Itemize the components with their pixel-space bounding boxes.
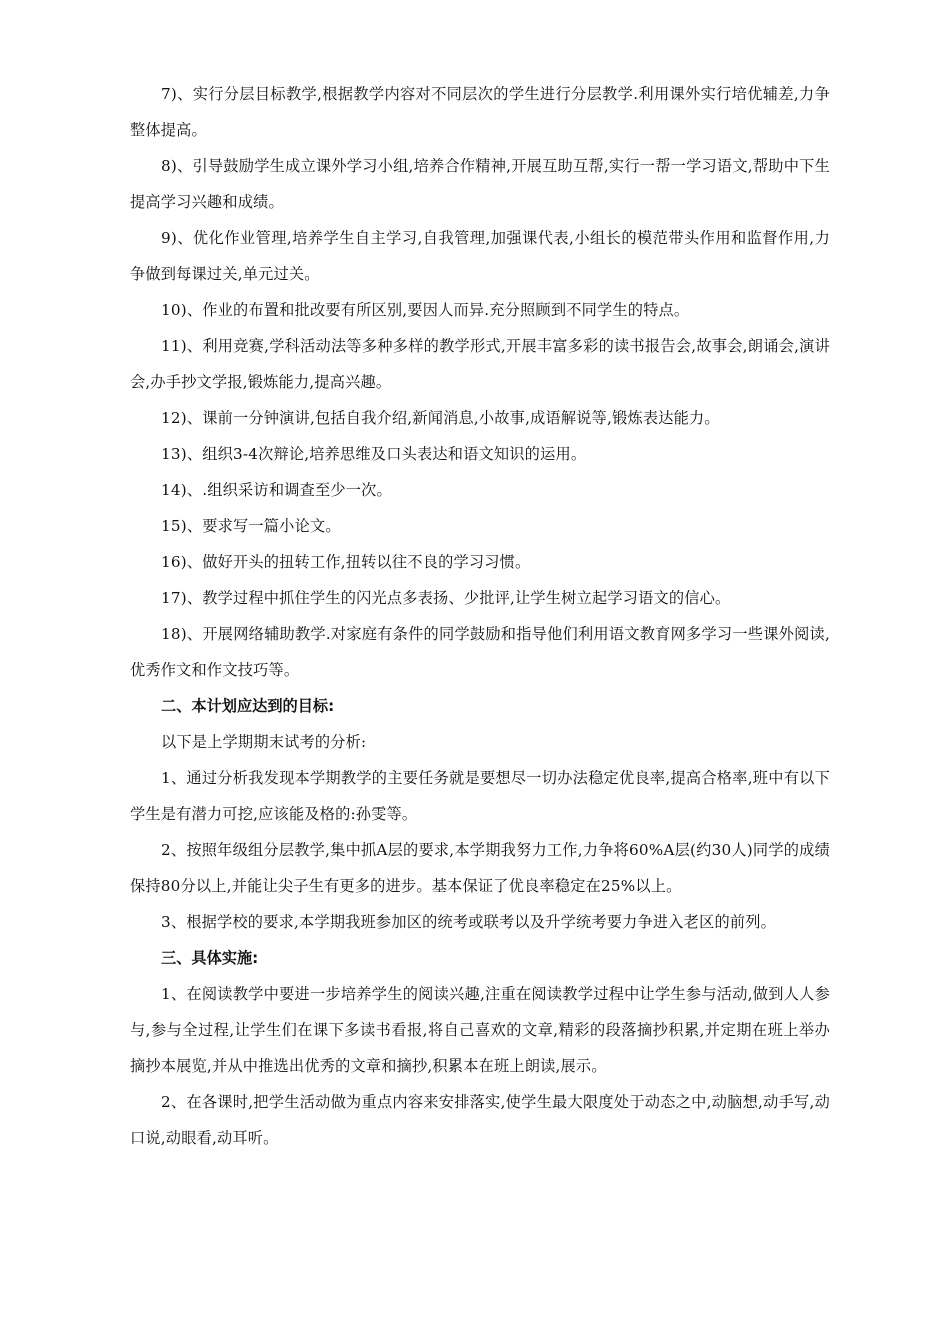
section-2-item-1: 1、通过分析我发现本学期教学的主要任务就是要想尽一切办法稳定优良率,提高合格率,班中有以下学生是有潜力可挖,应该能及格的:孙雯等。: [130, 769, 830, 823]
paragraph-item-18: 18)、开展网络辅助教学.对家庭有条件的同学鼓励和指导他们利用语文教育网多学习一些课外阅读,优秀作文和作文技巧等。: [130, 625, 830, 679]
paragraph-item-10: 10)、作业的布置和批改要有所区别,要因人而异.充分照顾到不同学生的特点。: [161, 301, 690, 319]
paragraph-item-15: 15)、要求写一篇小论文。: [161, 517, 341, 535]
paragraph-item-7: 7)、实行分层目标教学,根据教学内容对不同层次的学生进行分层教学.利用课外实行培优辅差,力争整体提高。: [130, 85, 830, 139]
paragraph-item-17: 17)、教学过程中抓住学生的闪光点多表扬、少批评,让学生树立起学习语文的信心。: [161, 589, 731, 607]
paragraph-item-8: 8)、引导鼓励学生成立课外学习小组,培养合作精神,开展互助互帮,实行一帮一学习语文,帮助中下生提高学习兴趣和成绩。: [130, 157, 830, 211]
section-2-heading: 二、本计划应达到的目标:: [161, 697, 335, 715]
section-2-item-3: 3、根据学校的要求,本学期我班参加区的统考或联考以及升学统考要力争进入老区的前列。: [161, 913, 777, 931]
section-3-heading: 三、具体实施:: [161, 949, 259, 967]
section-2-intro: 以下是上学期期末试考的分析:: [161, 733, 367, 751]
paragraph-item-14: 14)、.组织采访和调查至少一次。: [161, 481, 392, 499]
section-3-item-2: 2、在各课时,把学生活动做为重点内容来安排落实,使学生最大限度处于动态之中,动脑想,动手写,动口说,动眼看,动耳听。: [130, 1093, 830, 1147]
document-body: [130, 76, 830, 1156]
section-2-item-2: 2、按照年级组分层教学,集中抓A层的要求,本学期我努力工作,力争将60%A层(约30人)同学的成绩保持80分以上,并能让尖子生有更多的进步。基本保证了优良率稳定在25%以上。: [130, 841, 830, 895]
paragraph-item-11: 11)、利用竞赛,学科活动法等多种多样的教学形式,开展丰富多彩的读书报告会,故事会,朗诵会,演讲会,办手抄文学报,锻炼能力,提高兴趣。: [130, 337, 830, 391]
paragraph-item-16: 16)、做好开头的扭转工作,扭转以往不良的学习习惯。: [161, 553, 531, 571]
section-3-item-1: 1、在阅读教学中要进一步培养学生的阅读兴趣,注重在阅读教学过程中让学生参与活动,做到人人参与,参与全过程,让学生们在课下多读书看报,将自己喜欢的文章,精彩的段落摘抄积累,并定期在班上举办摘抄本展览,并从中推选出优秀的文章和摘抄,积累本在班上朗读,展示。: [130, 985, 830, 1075]
paragraph-item-12: 12)、课前一分钟演讲,包括自我介绍,新闻消息,小故事,成语解说等,锻炼表达能力。: [161, 409, 720, 427]
paragraph-item-13: 13)、组织3-4次辩论,培养思维及口头表达和语文知识的运用。: [161, 445, 587, 463]
paragraph-item-9: 9)、优化作业管理,培养学生自主学习,自我管理,加强课代表,小组长的模范带头作用和监督作用,力争做到每课过关,单元过关。: [130, 229, 830, 283]
